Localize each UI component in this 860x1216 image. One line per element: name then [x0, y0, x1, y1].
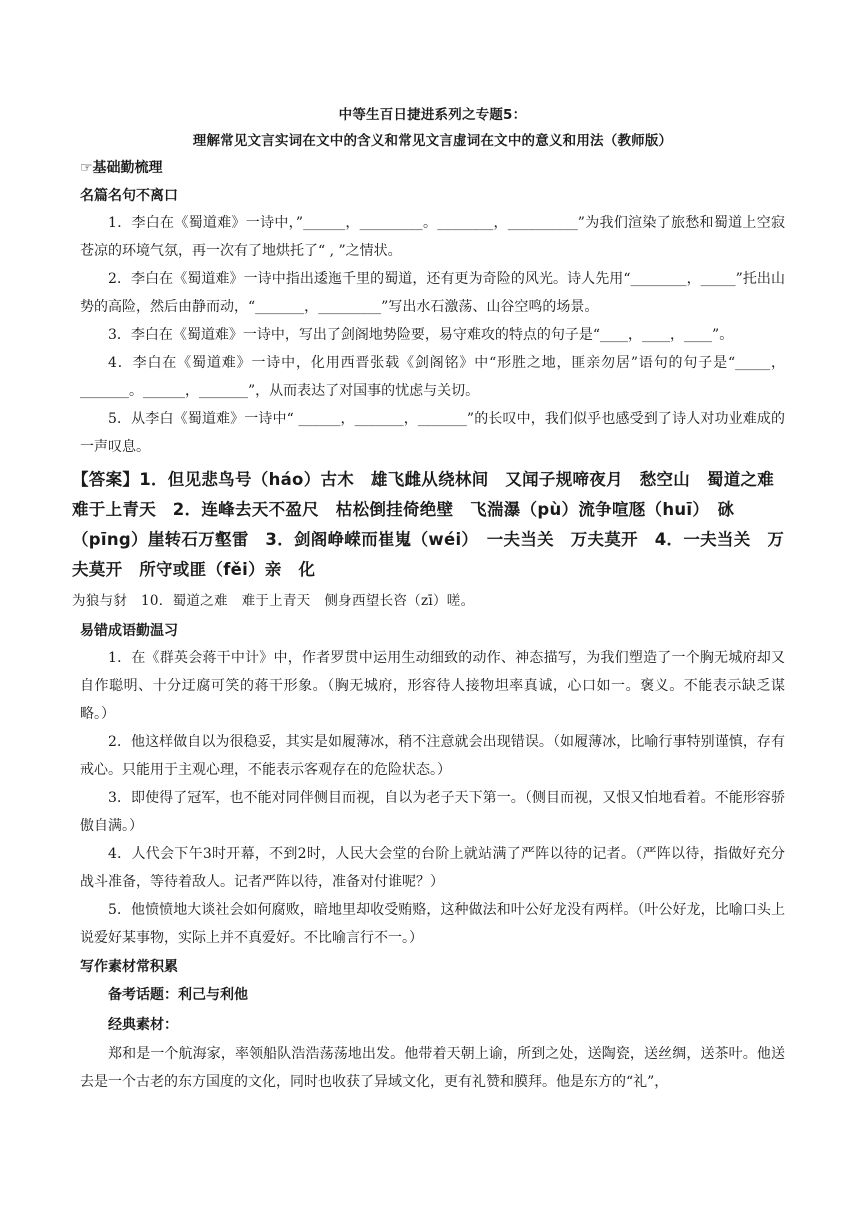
document-page [72, 104, 791, 1096]
question-3: 3．李白在《蜀道难》一诗中，写出了剑阁地势险要，易守难攻的特点的句子是“____，____，____”。 [108, 327, 734, 343]
question-1: 1．李白在《蜀道难》一诗中，”______，_________。________，__________”为我们渲染了旅愁和蜀道上空寂苍凉的环境气氛，再一次有了地烘托了“ , ”之情状。 [80, 215, 785, 259]
section-basic-heading: ☞基础勤梳理 [80, 160, 163, 176]
section-writing-heading: 写作素材常积累 [80, 959, 178, 975]
idiom-item: 4．人代会下午3时开幕，不到2时，人民大会堂的台阶上就站满了严阵以待的记者。（严阵以待，指做好充分战斗准备，等待着敌人。记者严阵以待，准备对付谁呢？） [80, 846, 785, 890]
material-paragraph: 郑和是一个航海家，率领船队浩浩荡荡地出发。他带着天朝上谕，所到之处，送陶瓷，送丝绸，送茶叶。他送去是一个古老的东方国度的文化，同时也收获了异域文化，更有礼赞和膜拜。他是东方的“礼”， [80, 1046, 785, 1090]
topic-heading: 备考话题：利己与利他 [108, 987, 248, 1003]
classic-heading: 经典素材： [108, 1017, 178, 1033]
question-5: 5．从李白《蜀道难》一诗中“ ______，_______，_______”的长叹中，我们似乎也感受到了诗人对功业难成的一声叹息。 [80, 411, 785, 455]
idiom-item: 3．即使得了冠军，也不能对同伴侧目而视，自以为老子天下第一。（侧目而视，又恨又怕地看着。不能形容骄傲自满。） [80, 790, 785, 834]
answer-main: 【答案】1．但见悲鸟号（háo）古木 雄飞雌从绕林间 又闻子规啼夜月 愁空山 蜀道之难 难于上青天 2．连峰去天不盈尺 枯松倒挂倚绝壁 飞湍瀑（pù）流争喧豗（huī） 砯（pīng）崖转石万壑雷 3．剑阁峥嵘而崔嵬（wéi） 一夫当关 万夫莫开 4．一夫当关 万夫莫开 所守或匪（fěi）亲 化 [72, 470, 791, 579]
document-title: 中等生百日捷进系列之专题5： [338, 107, 527, 123]
question-4: 4．李白在《蜀道难》一诗中，化用西晋张载《剑阁铭》中“形胜之地，匪亲勿居”语句的句子是“_____，_______。______，_______”，从而表达了对国事的忧虑与关切。 [80, 355, 785, 399]
idiom-item: 2．他这样做自以为很稳妥，其实是如履薄冰，稍不注意就会出现错误。（如履薄冰，比喻行事特别谨慎，存有戒心。只能用于主观心理，不能表示客观存在的危险状态。） [80, 734, 785, 778]
section-idiom-heading: 易错成语勤温习 [80, 623, 178, 639]
section-famous-heading: 名篇名句不离口 [80, 188, 178, 204]
question-2: 2．李白在《蜀道难》一诗中指出逶迤千里的蜀道，还有更为奇险的风光。诗人先用“________，_____”托出山势的高险，然后由静而动，“_______，_________”写出水石激荡、山谷空鸣的场景。 [80, 271, 785, 315]
answer-tail: 为狼与豺 10．蜀道之难 难于上青天 侧身西望长咨（zī）嗟。 [72, 593, 475, 609]
document-subtitle: 理解常见文言实词在文中的含义和常见文言虚词在文中的意义和用法（教师版） [192, 133, 673, 149]
idiom-item: 5．他愤愤地大谈社会如何腐败，暗地里却收受贿赂，这种做法和叶公好龙没有两样。（叶公好龙，比喻口头上说爱好某事物，实际上并不真爱好。不比喻言行不一。） [80, 902, 785, 946]
answer-block [72, 465, 791, 616]
idiom-item: 1．在《群英会蒋干中计》中，作者罗贯中运用生动细致的动作、神态描写，为我们塑造了一个胸无城府却又自作聪明、十分迂腐可笑的蒋干形象。（胸无城府，形容待人接物坦率真诚，心口如一。褒义。不能表示缺乏谋略。） [80, 650, 785, 722]
